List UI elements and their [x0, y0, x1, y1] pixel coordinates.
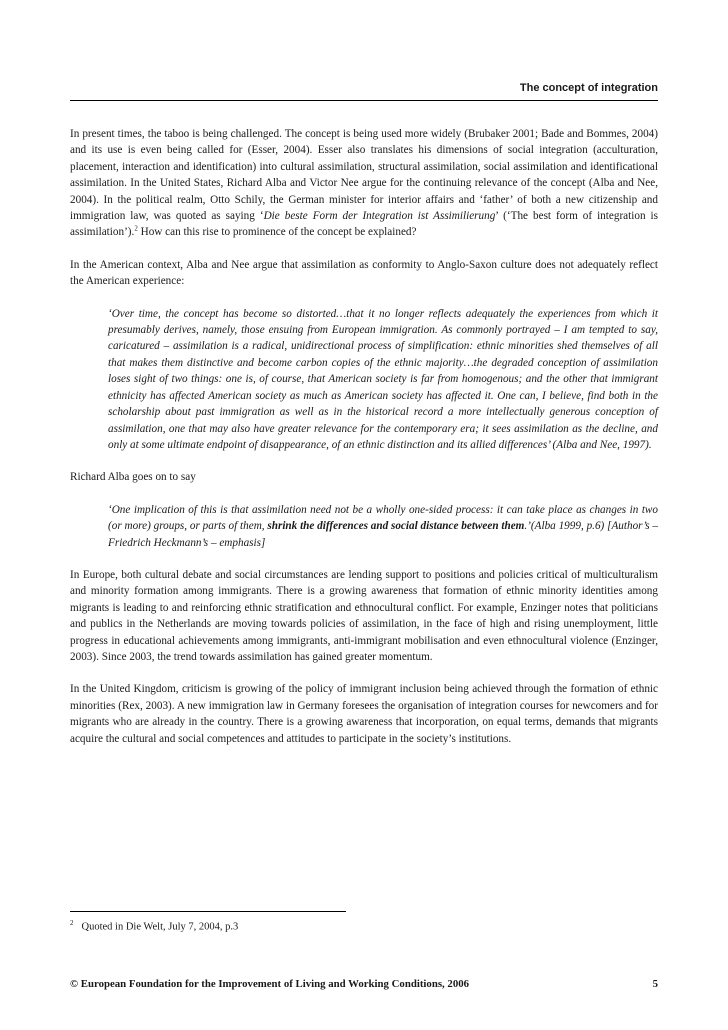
- copyright-notice: © European Foundation for the Improvement of Living and Working Conditions, 2006: [70, 978, 470, 990]
- page-number: 5: [652, 978, 658, 990]
- paragraph-3: Richard Alba goes on to say: [70, 471, 196, 484]
- running-header: The concept of integration: [519, 82, 658, 94]
- paragraph-1-part-b: ’ (‘The best form of integration is assimilation’).: [70, 210, 658, 239]
- paragraph-1-part-c: How can this rise to prominence of the concept be explained?: [137, 226, 417, 239]
- paragraph-1-part-a: In present times, the taboo is being challenged. The concept is being used more widely (Brubaker 2001; Bade and Bommes, 2004) and its use is even being called for (Esser, 2004). Esser also translates his dimensions of social integration (acculturation, placement, interaction and identification) into cultural assimilation, structural assimilation, social assimilation and identificational assimilation. In the United States, Richard Alba and Victor Nee argue for the continuing relevance of the concept (Alba and Nee, 2004). In the political realm, Otto Schily, the German minister for interior affairs and ‘father’ of both a new citizenship and immigration law, was quoted as saying ‘: [70, 128, 658, 223]
- german-quote: Die beste Form der Integration ist Assimilierung: [263, 210, 496, 223]
- body-text: [70, 126, 658, 763]
- paragraph-2: In the American context, Alba and Nee argue that assimilation as conformity to Anglo-Saxon culture does not adequately reflect the American experience:: [70, 258, 658, 288]
- paragraph-5: In the United Kingdom, criticism is growing of the policy of immigrant inclusion being achieved through the formation of ethnic minorities (Rex, 2003). A new immigration law in Germany foresees the organisation of integration courses for newcomers and for migrants who are already in the country. There is a growing awareness that incorporation, on equal terms, demands that migrants acquire the cultural and social competences and attitudes to participate in the society’s institutions.: [70, 683, 658, 745]
- quote-2-part-b: .’(Alba 1999, p.6) [Author’s – Friedrich Heckmann’s – emphasis]: [108, 520, 658, 549]
- page-footer: [70, 978, 658, 990]
- quote-2-emphasis: shrink the differences and social distance between them: [267, 520, 525, 533]
- footnote-rule: [70, 911, 346, 912]
- footnote-number: 2: [70, 919, 74, 927]
- block-quote-1: ‘Over time, the concept has become so distorted…that it no longer reflects adequately the experiences from which it presumably derives, namely, those ensuing from European immigration. As commonly portrayed – I am tempted to say, caricatured – assimilation is a radical, unidirectional process of simplification: ethnic minorities shed themselves of all that makes them distinctive and become carbon copies of the ethnic majority…the degraded conception of assimilation loses sight of two things: one is, of course, that American society is far from homogenous; and the other that immigrant ethnicity has affected American society as much as American society has affected it. One can, I believe, find both in the scholarship about past immigration as well as in the historical record a more intellectually generous conception of assimilation, one that may also have greater relevance for the contemporary era; it sees assimilation as the decline, and only at some ultimate endpoint of disappearance, of an ethnic distinction and its allied differences’ (Alba and Nee, 1997).: [108, 307, 658, 451]
- quote-2-part-a: ‘One implication of this is that assimilation need not be a wholly one-sided process: it can take place as changes in two (or more) groups, or parts of them,: [108, 503, 658, 533]
- footnote-ref[interactable]: 2: [134, 224, 138, 233]
- paragraph-4: In Europe, both cultural debate and social circumstances are lending support to positions and policies critical of multiculturalism and minority formation among immigrants. There is a growing awareness that formation of ethnic minority identities among migrants is leading to and reinforcing ethnic stratification and ethnocultural conflict. For example, Enzinger notes that politicians and publics in the Netherlands are moving towards policies of assimilation, in the face of high and rising unemployment, little progress in educational achievements among immigrants, anti-immigrant mobilisation and even ethnocultural violence (Enzinger, 2003). Since 2003, the trend towards assimilation has gained greater momentum.: [70, 568, 658, 663]
- header-rule: [70, 100, 658, 101]
- footnote-text: Quoted in Die Welt, July 7, 2004, p.3: [81, 921, 239, 933]
- footnote: [70, 919, 238, 933]
- block-quote-2: [108, 502, 658, 551]
- paragraph-1: [70, 126, 658, 241]
